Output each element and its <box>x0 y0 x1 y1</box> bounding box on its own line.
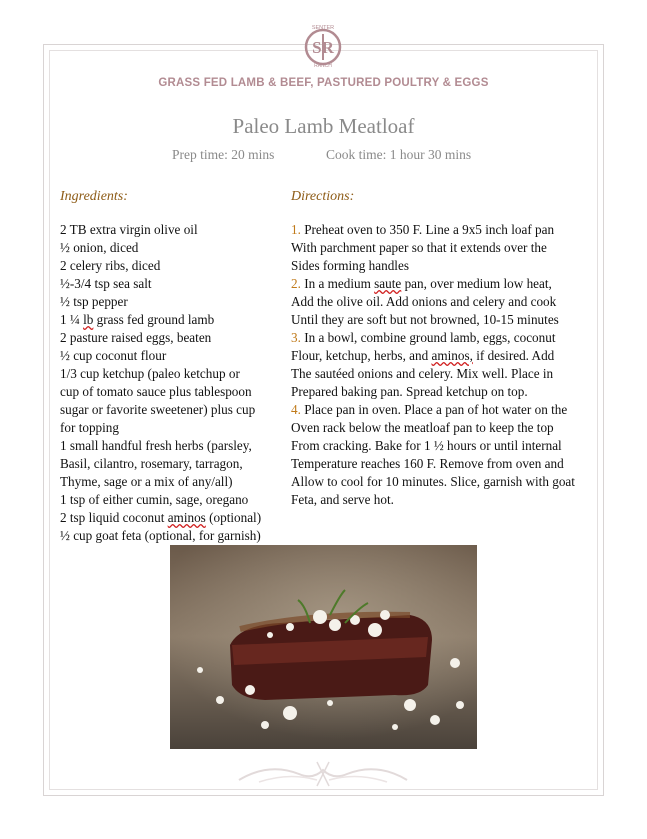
direction-text: In a medium saute pan, over medium low heat, <box>304 276 552 291</box>
direction-line <box>291 473 591 491</box>
recipe-title: Paleo Lamb Meatloaf <box>232 114 415 138</box>
prep-time: Prep time: 20 mins <box>172 147 275 162</box>
ingredients-heading: Ingredients: <box>60 189 128 204</box>
direction-text: Until they are soft but not browned, 10-15 minutes <box>291 312 559 327</box>
ingredient-line: ½ cup coconut flour <box>60 348 167 363</box>
svg-text:SR: SR <box>312 38 334 57</box>
direction-line <box>291 347 591 365</box>
meatloaf-photo <box>170 545 477 749</box>
direction-line <box>291 383 591 401</box>
step-number: 3. <box>291 330 301 345</box>
ingredient-line: 1/3 cup ketchup (paleo ketchup or <box>60 366 240 381</box>
ranch-logo <box>300 22 346 68</box>
ingredient-line: ½ onion, diced <box>60 240 139 255</box>
svg-text:SENTER: SENTER <box>311 25 335 31</box>
ranch-tagline: GRASS FED LAMB & BEEF, PASTURED POULTRY & EGGS <box>158 77 489 89</box>
direction-line <box>291 365 591 383</box>
ingredient-line: for topping <box>60 420 119 435</box>
direction-text: Prepared baking pan. Spread ketchup on top. <box>291 384 528 399</box>
ingredient-line: 2 celery ribs, diced <box>60 258 161 273</box>
direction-line <box>291 221 591 239</box>
direction-line <box>291 491 591 509</box>
ingredient-line: sugar or favorite sweetener) plus cup <box>60 402 256 417</box>
directions-heading: Directions: <box>291 189 355 204</box>
step-number: 1. <box>291 222 301 237</box>
ingredient-line: 1 small handful fresh herbs (parsley, <box>60 438 252 453</box>
ingredient-line: 1 tsp of either cumin, sage, oregano <box>60 492 249 507</box>
direction-text: Allow to cool for 10 minutes. Slice, garnish with goat <box>291 474 575 489</box>
ingredient-line: Thyme, sage or a mix of any/all) <box>60 474 233 489</box>
direction-text: Flour, ketchup, herbs, and aminos, if desired. Add <box>291 348 555 363</box>
direction-text: Temperature reaches 160 F. Remove from oven and <box>291 456 564 471</box>
svg-text:RANCH: RANCH <box>314 63 332 68</box>
directions-list <box>291 221 591 509</box>
direction-text: Sides forming handles <box>291 258 409 273</box>
ingredient-line: Basil, cilantro, rosemary, tarragon, <box>60 456 243 471</box>
ingredient-line: cup of tomato sauce plus tablespoon <box>60 384 252 399</box>
ingredient-line: 2 tsp liquid coconut aminos (optional) <box>60 510 262 525</box>
ingredient-line: 1 ¼ lb grass fed ground lamb <box>60 312 215 327</box>
ingredient-line: ½ tsp pepper <box>60 294 128 309</box>
footer-ornament <box>229 756 417 790</box>
direction-text: The sautéed onions and celery. Mix well. Place in <box>291 366 554 381</box>
direction-line <box>291 257 591 275</box>
direction-text: Oven rack below the meatloaf pan to keep the top <box>291 420 554 435</box>
ingredient-line: 2 pasture raised eggs, beaten <box>60 330 212 345</box>
direction-text: Add the olive oil. Add onions and celery and cook <box>291 294 557 309</box>
direction-line <box>291 401 591 419</box>
direction-line <box>291 239 591 257</box>
direction-line <box>291 455 591 473</box>
ingredient-line: ½-3/4 tsp sea salt <box>60 276 152 291</box>
direction-text: With parchment paper so that it extends over the <box>291 240 547 255</box>
direction-text: Feta, and serve hot. <box>291 492 394 507</box>
direction-line <box>291 437 591 455</box>
direction-line <box>291 275 591 293</box>
cook-time: Cook time: 1 hour 30 mins <box>326 147 472 162</box>
direction-line <box>291 419 591 437</box>
ingredient-line: ½ cup goat feta (optional, for garnish) <box>60 528 261 543</box>
step-number: 4. <box>291 402 301 417</box>
step-number: 2. <box>291 276 301 291</box>
direction-line <box>291 293 591 311</box>
direction-text: In a bowl, combine ground lamb, eggs, coconut <box>304 330 556 345</box>
direction-text: Place pan in oven. Place a pan of hot water on the <box>304 402 568 417</box>
direction-text: Preheat oven to 350 F. Line a 9x5 inch loaf pan <box>304 222 555 237</box>
direction-line <box>291 329 591 347</box>
direction-line <box>291 311 591 329</box>
ingredient-line: 2 TB extra virgin olive oil <box>60 222 198 237</box>
ingredients-list <box>60 221 286 545</box>
direction-text: From cracking. Bake for 1 ½ hours or until internal <box>291 438 562 453</box>
